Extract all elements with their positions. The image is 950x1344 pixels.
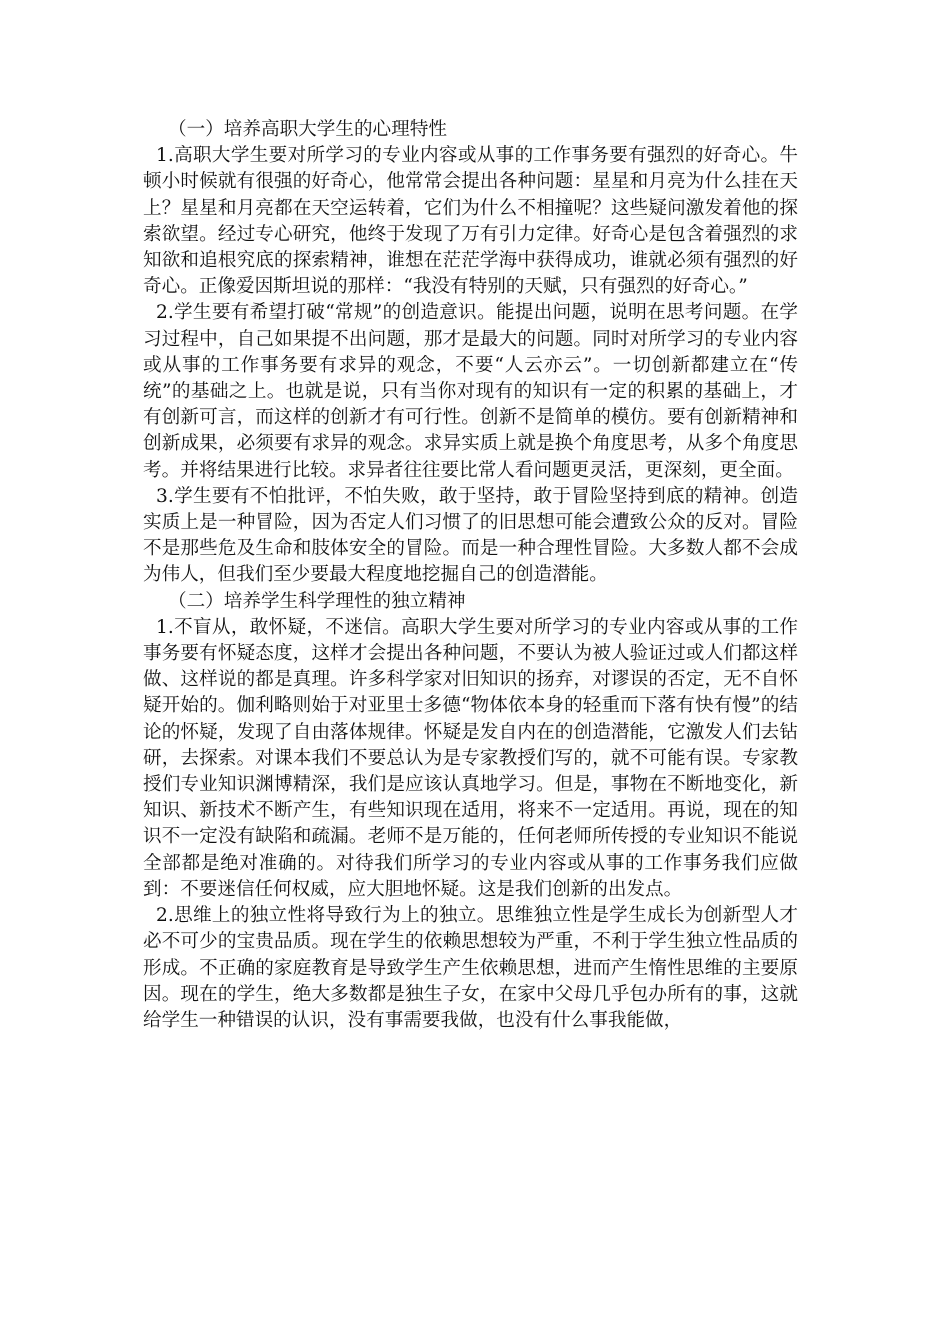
paragraph-risk-taking: 3.学生要有不怕批评，不怕失败，敢于坚持，敢于冒险坚持到底的精神。创造实质上是一种冒险，因为否定人们习惯了的旧思想可能会遭致公众的反对。冒险不是那些危及生命和肢体安全的冒险。而是一种合理性冒险。大多数人都不会成为伟人，但我们至少要最大程度地挖掘自己的创造潜能。 [143,485,798,586]
paragraph-doubt: 1.不盲从，敢怀疑，不迷信。高职大学生要对所学习的专业内容或从事的工作事务要有怀疑态度，这样才会提出各种问题，不要认为被人验证过或人们都这样做、这样说的都是真理。许多科学家对旧知识的扬弃，对谬误的否定，无不自怀疑开始的。伽利略则始于对亚里士多德“物体依本身的轻重而下落有快有慢”的结论的怀疑，发现了自由落体规律。怀疑是发自内在的创造潜能，它激发人们去钻研，去探索。对课本我们不要总认为是专家教授们写的，就不可能有误。专家教授们专业知识渊博精深，我们是应该认真地学习。但是，事物在不断地变化，新知识、新技术不断产生，有些知识现在适用，将来不一定适用。再说，现在的知识不一定没有缺陷和疏漏。老师不是万能的，任何老师所传授的专业知识不能说全部都是绝对准确的。对待我们所学习的专业内容或从事的工作事务我们应做到：不要迷信任何权威，应大胆地怀疑。这是我们创新的出发点。 [143,616,798,900]
paragraph-independent-thinking: 2.思维上的独立性将导致行为上的独立。思维独立性是学生成长为创新型人才必不可少的宝贵品质。现在学生的依赖思想较为严重，不利于学生独立性品质的形成。不正确的家庭教育是导致学生产生依赖思想，进而产生惰性思维的主要原因。现在的学生，绝大多数都是独生子女，在家中父母几乎包办所有的事，这就给学生一种错误的认识，没有事需要我做，也没有什么事我能做， [143,905,798,1031]
section-heading-2: （二）培养学生科学理性的独立精神 [168,590,466,612]
section-heading-1: （一）培养高职大学生的心理特性 [168,119,447,140]
paragraph-curiosity: 1.高职大学生要对所学习的专业内容或从事的工作事务要有强烈的好奇心。牛顿小时候就有很强的好奇心，他常常会提出各种问题：星星和月亮为什么挂在天上？星星和月亮都在天空运转着，它们为什么不相撞呢？这些疑问激发着他的探索欲望。经过专心研究，他终于发现了万有引力定律。好奇心是包含着强烈的求知欲和追根究底的探索精神，谁想在茫茫学海中获得成功，谁就必须有强烈的好奇心。正像爱因斯坦说的那样：“我没有特别的天赋，只有强烈的好奇心。” [143,145,798,298]
paragraph-break-convention: 2.学生要有希望打破“常规”的创造意识。能提出问题，说明在思考问题。在学习过程中，自己如果提不出问题，那才是最大的问题。同时对所学习的专业内容或从事的工作事务要有求异的观念，不要“人云亦云”。一切创新都建立在“传统”的基础之上。也就是说，只有当你对现有的知识有一定的积累的基础上，才有创新可言，而这样的创新才有可行性。创新不是简单的模仿。要有创新精神和创新成果，必须要有求异的观念。求异实质上就是换个角度思考，从多个角度思考。并将结果进行比较。求异者往往要比常人看问题更灵活，更深刻，更全面。 [143,302,798,481]
document-body [143,117,798,1034]
